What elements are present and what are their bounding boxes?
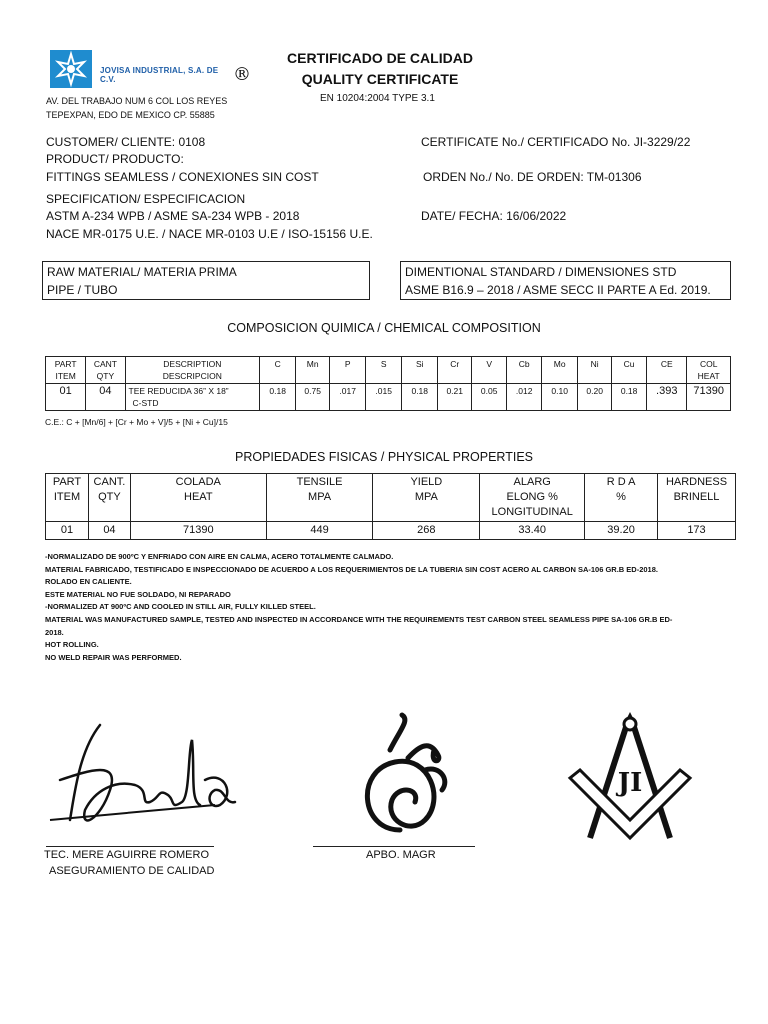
cell-hardness: 173 [658,522,736,540]
cell-item: 01 [46,384,86,411]
compass-square-emblem-icon [565,708,695,848]
cell-cb: .012 [507,384,542,411]
cell-heat: 71390 [130,522,266,540]
col-rda: R D A % [585,474,658,522]
signer-middle-name: APBO. MAGR [366,849,436,861]
spec-line-1: ASTM A-234 WPB / ASME SA-234 WPB - 2018 [46,209,300,223]
product-label: PRODUCT/ PRODUCTO: [46,152,184,166]
col-cb: Cb [507,357,542,384]
emblem-text: JI [617,768,643,798]
logo-star-icon [50,50,92,88]
col-hardness: HARDNESS BRINELL [658,474,736,522]
raw-material-box [42,261,370,300]
address-line-2: TEPEXPAN, EDO DE MEXICO CP. 55885 [46,110,215,120]
note-line: -NORMALIZED AT 900ºC AND COOLED IN STILL AIR, FULLY KILLED STEEL. [45,602,316,612]
col-cant-qty: CANT. QTY [88,474,130,522]
dimensional-label: DIMENTIONAL STANDARD / DIMENSIONES STD [405,265,677,279]
col-tensile: TENSILE MPA [266,474,373,522]
company-logo [46,46,232,92]
chemical-composition-title: COMPOSICION QUIMICA / CHEMICAL COMPOSITION [227,321,541,335]
cell-description: TEE REDUCIDA 36” X 18” C-STD [125,384,260,411]
cell-item: 01 [46,522,89,540]
col-description: DESCRIPTION DESCRIPCION [125,357,260,384]
col-v: V [472,357,507,384]
note-line: MATERIAL FABRICADO, TESTIFICADO E INSPECCIONADO DE ACUERDO A LOS REQUERIMIENTOS DE LA TUBERIA SIN COST ACERO AL CARBON SA-106 GR.B ED-2018. [45,564,658,574]
col-c: C [260,357,296,384]
col-colada-heat: COLADA HEAT [130,474,266,522]
col-elongation: ALARG ELONG % LONGITUDINAL [480,474,585,522]
company-name: JOVISA INDUSTRIAL, S.A. DE C.V. [100,66,219,84]
col-si: Si [402,357,438,384]
cell-s: .015 [366,384,402,411]
chemical-header-row [46,357,731,384]
cell-cu: 0.18 [612,384,647,411]
signature-left [40,710,240,850]
signer-left-role: ASEGURAMIENTO DE CALIDAD [49,865,215,877]
address-line-1: AV. DEL TRABAJO NUM 6 COL LOS REYES [46,96,228,106]
physical-properties-table [45,473,736,540]
cell-ce: .393 [647,384,687,411]
product-value: FITTINGS SEAMLESS / CONEXIONES SIN COST [46,170,319,184]
note-line: NO WELD REPAIR WAS PERFORMED. [45,652,182,662]
certificate-number: CERTIFICATE No./ CERTIFICADO No. JI-3229/22 [421,135,691,149]
note-line: ESTE MATERIAL NO FUE SOLDADO, NI REPARADO [45,589,231,599]
dimensional-value: ASME B16.9 – 2018 / ASME SECC II PARTE A Ed. 2019. [405,283,711,297]
cell-tensile: 449 [266,522,373,540]
dimensional-standard-box [400,261,731,300]
cell-ni: 0.20 [578,384,612,411]
cell-v: 0.05 [472,384,507,411]
note-line: -NORMALIZADO DE 900ºC Y ENFRIADO CON AIRE EN CALMA, ACERO TOTALMENTE CALMADO. [45,552,394,561]
ce-formula: C.E.: C + [Mn/6] + [Cr + Mo + V]/5 + [Ni + Cu]/15 [45,417,228,427]
col-p: P [330,357,366,384]
cell-rda: 39.20 [585,522,658,540]
col-cr: Cr [438,357,472,384]
col-part-item: PART ITEM [46,357,86,384]
signature-line-left [46,846,214,847]
note-line: 2018. [45,627,64,637]
col-cu: Cu [612,357,647,384]
col-ce: CE [647,357,687,384]
title-en: QUALITY CERTIFICATE [301,71,459,87]
col-yield: YIELD MPA [373,474,480,522]
cell-mn: 0.75 [296,384,330,411]
title-es: CERTIFICADO DE CALIDAD [287,50,473,66]
cell-si: 0.18 [402,384,438,411]
chemical-composition-table [45,356,731,411]
col-s: S [366,357,402,384]
table-row [46,384,731,411]
col-cant-qty: CANT QTY [86,357,125,384]
spec-line-2: NACE MR-0175 U.E. / NACE MR-0103 U.E / ISO-15156 U.E. [46,227,373,241]
cell-heat: 71390 [687,384,731,411]
physical-header-row [46,474,736,522]
col-mo: Mo [542,357,578,384]
cell-cr: 0.21 [438,384,472,411]
raw-material-value: PIPE / TUBO [47,283,118,297]
note-line: MATERIAL WAS MANUFACTURED SAMPLE, TESTED AND INSPECTED IN ACCORDANCE WITH THE REQUIREMENTS TEST CARBON STEEL SEAMLESS PIPE SA-106 GR.B ED- [45,614,673,624]
col-ni: Ni [578,357,612,384]
table-row [46,522,736,540]
cell-c: 0.18 [260,384,296,411]
col-part-item: PART ITEM [46,474,89,522]
signature-line-middle [313,846,475,847]
order-number: ORDEN No./ No. DE ORDEN: TM-01306 [423,170,642,184]
col-col-heat: COL HEAT [687,357,731,384]
signature-middle [330,710,470,850]
cell-qty: 04 [88,522,130,540]
notes-block [45,551,672,664]
raw-material-label: RAW MATERIAL/ MATERIA PRIMA [47,265,237,279]
note-line: ROLADO EN CALIENTE. [45,577,132,587]
spec-label: SPECIFICATION/ ESPECIFICACION [46,192,246,206]
registered-mark: ® [233,64,251,85]
physical-properties-title: PROPIEDADES FISICAS / PHYSICAL PROPERTIES [235,450,533,464]
cell-p: .017 [330,384,366,411]
cell-yield: 268 [373,522,480,540]
standard-code: EN 10204:2004 TYPE 3.1 [320,93,435,104]
signer-left-name: TEC. MERE AGUIRRE ROMERO [44,849,210,861]
cell-mo: 0.10 [542,384,578,411]
note-line: HOT ROLLING. [45,640,99,650]
cell-qty: 04 [86,384,125,411]
cell-elongation: 33.40 [480,522,585,540]
customer: CUSTOMER/ CLIENTE: 0108 [46,135,206,149]
date: DATE/ FECHA: 16/06/2022 [421,209,567,223]
col-mn: Mn [296,357,330,384]
